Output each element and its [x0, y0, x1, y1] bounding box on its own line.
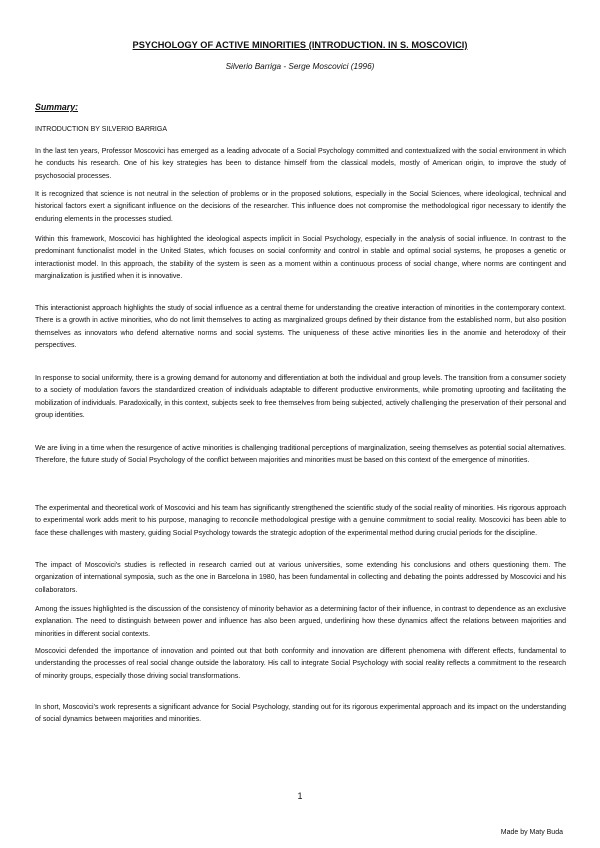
document-title: PSYCHOLOGY OF ACTIVE MINORITIES (INTRODUCTION. IN S. MOSCOVICI): [132, 40, 468, 50]
footer-credit: Made by Maty Buda: [500, 829, 563, 836]
paragraph: In short, Moscovici's work represents a significant advance for Social Psychology, standing out for its rigorous experimental approach and its impact on the understanding of social dynamics between majorities and minorities.: [35, 704, 566, 724]
paragraph: In response to social uniformity, there is a growing demand for autonomy and differentiation at both the individual and group levels. The transition from a consumer society to a society of modulation favors the standardized creation of individuals adaptable to different productive environments, while promoting uprooting and facilitating the mobilization of individuals. Paradoxically, in this context, subjects seek to free themselves from being subjected, actively challenging the preservation of their personal and group identities.: [35, 375, 566, 420]
paragraph: In the last ten years, Professor Moscovici has emerged as a leading advocate of a Social Psychology committed and contextualized with the social environment in which he conducts his research. One of his key strategies has been to distance himself from the classical models, mostly of American origin, to improve the study of psychosocial processes.: [35, 148, 566, 180]
paragraph: This interactionist approach highlights the study of social influence as a central theme for understanding the creative interaction of minorities in the contemporary context. There is a growth in active minorities, who do not limit themselves to acting as marginalized groups defined by their distance from the established norm, but also position themselves as innovators who defend alternative norms and social systems. The uniqueness of these active minorities lies in the anomie and heterodoxy of their perspectives.: [35, 305, 566, 350]
paragraph: Among the issues highlighted is the discussion of the consistency of minority behavior as a determining factor of their influence, in contrast to dependence as an exclusive explanation. The need to distinguish between power and influence has also been argued, underlining how these dynamics affect the relations between majorities and minorities in different social contexts.: [35, 606, 566, 638]
paragraph: The experimental and theoretical work of Moscovici and his team has significantly strengthened the scientific study of the social reality of minorities. His rigorous approach to experimental work adds merit to his purpose, managing to reconcile methodological prestige with a genuine commitment to social reality. Moscovici has been able to face these challenges with mastery, guiding Social Psychology towards the strategic adoption of the experimental method during crucial periods for the discipline.: [35, 505, 566, 537]
paragraph: Moscovici defended the importance of innovation and pointed out that both conformity and innovation are different phenomena with different effects, fundamental to understanding the processes of real social change outside the laboratory. His call to integrate Social Psychology with social reality reflects a commitment to the research of minority groups, especially those driving social transformations.: [35, 648, 566, 680]
paragraph: It is recognized that science is not neutral in the selection of problems or in the proposed solutions, especially in the Social Sciences, where ideological, technical and historical factors exert a significant influence on the decisions of the researcher. This influence does not compromise the methodological rigor necessary to identify the enduring elements in the processes studied.: [35, 191, 566, 223]
document-authors: Silverio Barriga - Serge Moscovici (1996): [225, 62, 375, 71]
paragraph: We are living in a time when the resurgence of active minorities is challenging traditional perceptions of marginalization, seeing themselves as potential social alternatives. Therefore, the future study of Social Psychology of the conflict between majorities and minorities must be based on this context of the emergence of minorities.: [35, 445, 566, 465]
intro-heading: INTRODUCTION BY SILVERIO BARRIGA: [35, 126, 167, 133]
summary-heading: Summary:: [35, 102, 79, 112]
page-number: 1: [297, 791, 303, 801]
paragraph: Within this framework, Moscovici has highlighted the ideological aspects implicit in Social Psychology, especially in the analysis of social influence. In contrast to the predominant functionalist model in the United States, which focuses on social conformity and control in stable and optimal social systems, he proposes a genetic or interactionist model. In this approach, the stability of the system is seen as a moment within a continuous process of social change, where norms are contingent and marginalization is justified when it is innovative.: [35, 236, 566, 281]
paragraph: The impact of Moscovici's studies is reflected in research carried out at various universities, some extending his conclusions and others questioning them. The organization of international symposia, such as the one in Barcelona in 1980, has been fundamental in collecting and debating the points addressed by Moscovici and his collaborators.: [35, 562, 566, 594]
